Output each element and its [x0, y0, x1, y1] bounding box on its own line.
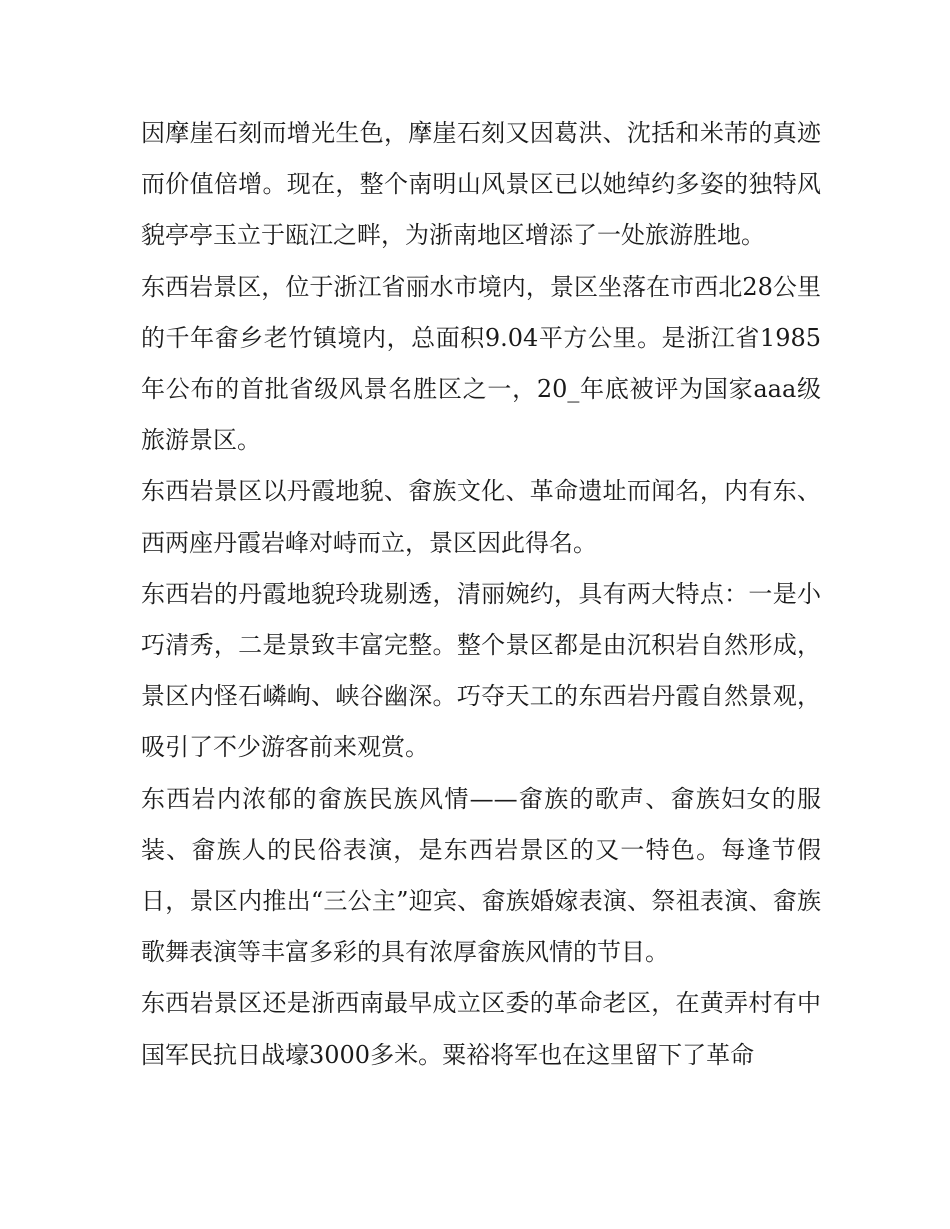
paragraph-nanming-mountain: 因摩崖石刻而增光生色，摩崖石刻又因葛洪、沈括和米芾的真迹而价值倍增。现在，整个南明山风景区已以她绰约多姿的独特风貌亭亭玉立于瓯江之畔，为浙南地区增添了一处旅游胜地。: [141, 119, 821, 250]
paragraph-dongxiyan-location: 东西岩景区，位于浙江省丽水市境内，景区坐落在市西北28公里的千年畲乡老竹镇境内，总面积9.04平方公里。是浙江省1985年公布的首批省级风景名胜区之一，20_年底被评为国家aaa级旅游景区。: [141, 272, 821, 455]
paragraph-danxia-landform: 东西岩的丹霞地貌玲珑剔透，清丽婉约，具有两大特点：一是小巧清秀，二是景致丰富完整。整个景区都是由沉积岩自然形成，景区内怪石嶙峋、峡谷幽深。巧夺天工的东西岩丹霞自然景观，吸引了不少游客前来观赏。: [141, 579, 821, 762]
paragraph-she-culture: 东西岩内浓郁的畲族民族风情——畲族的歌声、畲族妇女的服装、畲族人的民俗表演，是东西岩景区的又一特色。每逢节假日，景区内推出“三公主”迎宾、畲族婚嫁表演、祭祖表演、畲族歌舞表演等丰富多彩的具有浓厚畲族风情的节目。: [141, 784, 821, 967]
paragraph-revolutionary-area: 东西岩景区还是浙西南最早成立区委的革命老区，在黄弄村有中国军民抗日战壕3000多米。粟裕将军也在这里留下了革命: [141, 989, 821, 1069]
paragraph-dongxiyan-name: 东西岩景区以丹霞地貌、畲族文化、革命遗址而闻名，内有东、西两座丹霞岩峰对峙而立，景区因此得名。: [141, 477, 821, 557]
document-body: [141, 108, 821, 1081]
